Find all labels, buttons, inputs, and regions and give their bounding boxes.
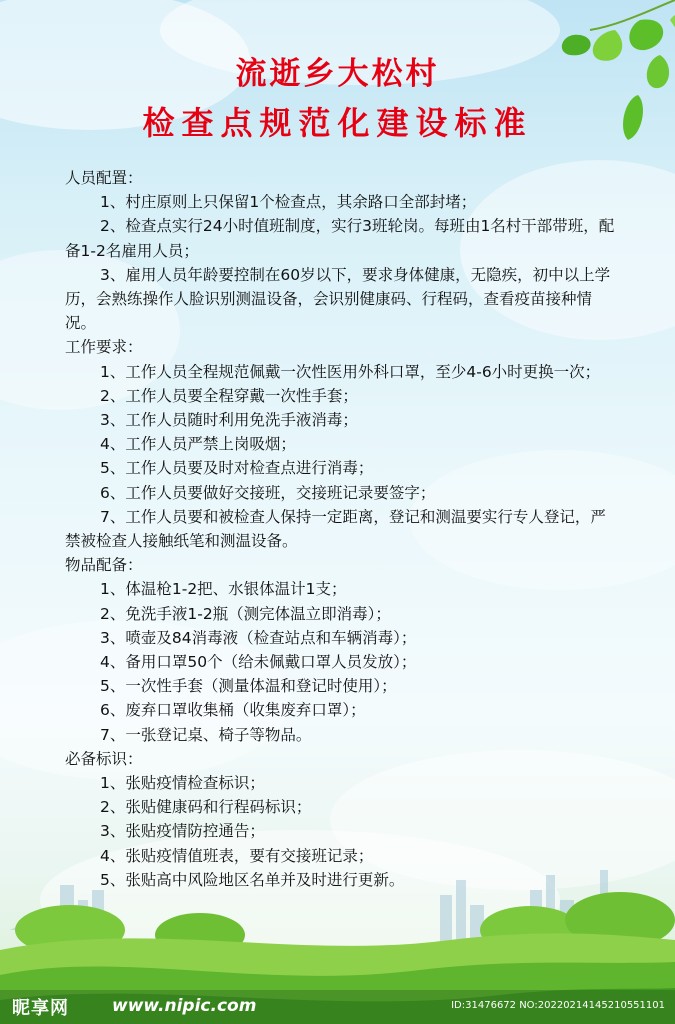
list-item: 1、体温枪1-2把、水银体温计1支； xyxy=(100,580,347,599)
list-item: 3、雇用人员年龄要控制在60岁以下，要求身体健康，无隐疾，初中以上学历，会熟练操作人脸识别测温设备，会识别健康码、行程码，查看疫苗接种情况。 xyxy=(65,265,611,333)
standards-content xyxy=(65,166,621,892)
section-heading: 物品配备： xyxy=(65,556,143,575)
list-item: 1、村庄原则上只保留1个检查点，其余路口全部封堵； xyxy=(100,193,477,212)
list-item: 2、张贴健康码和行程码标识； xyxy=(100,798,312,817)
list-item: 5、一次性手套（测量体温和登记时使用）； xyxy=(100,677,397,696)
list-item: 7、一张登记桌、椅子等物品。 xyxy=(100,725,312,744)
list-item: 6、工作人员要做好交接班，交接班记录要签字； xyxy=(100,483,436,502)
list-item: 4、工作人员严禁上岗吸烟； xyxy=(100,435,296,454)
list-item: 5、张贴高中风险地区名单并及时进行更新。 xyxy=(100,870,405,889)
list-item: 2、检查点实行24小时值班制度，实行3班轮岗。每班由1名村干部带班，配备1-2名雇用人员； xyxy=(65,217,615,260)
watermark-logo: 昵享网 xyxy=(12,998,69,1019)
section-personnel xyxy=(65,166,621,335)
title-line-1: 流逝乡大松村 xyxy=(235,56,440,92)
list-item: 4、张贴疫情值班表，要有交接班记录； xyxy=(100,846,374,865)
section-work-requirements xyxy=(65,335,621,553)
section-heading: 人员配置： xyxy=(65,169,143,187)
list-item: 4、备用口罩50个（给未佩戴口罩人员发放）； xyxy=(100,653,417,672)
list-item: 7、工作人员要和被检查人保持一定距离，登记和测温要实行专人登记，严禁被检查人接触纸笔和测温设备。 xyxy=(65,507,606,551)
list-item: 2、免洗手液1-2瓶（测完体温立即消毒）； xyxy=(100,604,391,623)
title-line-2: 检查点规范化建设标准 xyxy=(142,104,533,142)
section-heading: 必备标识： xyxy=(65,749,143,768)
list-item: 3、张贴疫情防控通告； xyxy=(100,822,265,841)
watermark-url: www.nipic.com xyxy=(112,996,257,1016)
list-item: 3、工作人员随时利用免洗手液消毒； xyxy=(100,411,358,430)
section-supplies xyxy=(65,553,621,747)
list-item: 2、工作人员要全程穿戴一次性手套； xyxy=(100,386,358,405)
list-item: 1、工作人员全程规范佩戴一次性医用外科口罩，至少4-6小时更换一次； xyxy=(100,362,601,381)
list-item: 1、张贴疫情检查标识； xyxy=(100,774,265,793)
watermark-id: ID:31476672 NO:20220214145210551101 xyxy=(451,1000,665,1011)
list-item: 5、工作人员要及时对检查点进行消毒； xyxy=(100,459,374,478)
list-item: 6、废弃口罩收集桶（收集废弃口罩）； xyxy=(100,701,366,720)
section-heading: 工作要求： xyxy=(65,338,143,357)
list-item: 3、喷壶及84消毒液（检查站点和车辆消毒）； xyxy=(100,628,417,647)
